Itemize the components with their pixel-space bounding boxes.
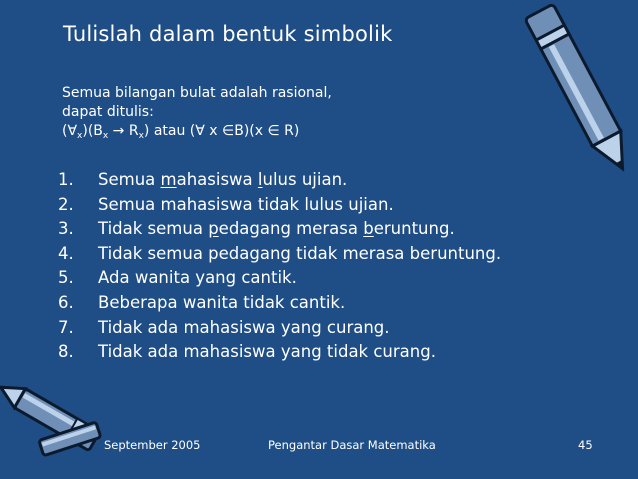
item-text: Tidak ada mahasiswa yang curang. — [98, 317, 390, 337]
formula-segment: ) atau (∀ x ∈B)(x ∈ R) — [143, 123, 300, 139]
list-item — [58, 242, 501, 267]
formula-segment: → R — [108, 123, 139, 139]
item-text-part: ahasiswa — [176, 170, 258, 189]
item-text — [98, 170, 347, 189]
forall-symbol: ∀ — [67, 123, 78, 139]
item-text-part: ulus ujian. — [262, 170, 348, 189]
item-text: Semua mahasiswa tidak lulus ujian. — [98, 194, 394, 214]
exercise-list — [58, 168, 501, 365]
subscript-x: x — [102, 131, 109, 141]
subscript-x: x — [77, 131, 83, 141]
item-number: 1. — [58, 170, 74, 189]
item-text-part: eruntung. — [373, 219, 455, 239]
item-text — [98, 219, 455, 238]
footer-date: September 2005 — [104, 438, 201, 452]
item-number: 3. — [58, 219, 74, 239]
list-item — [58, 266, 501, 291]
item-text-part: Semua — [98, 170, 161, 189]
list-item — [58, 168, 501, 193]
intro-line-2: dapat ditulis: — [62, 104, 154, 120]
list-item — [58, 316, 501, 341]
slide-number: 45 — [578, 438, 593, 452]
subscript-x: x — [138, 131, 144, 141]
item-text: Beberapa wanita tidak cantik. — [98, 292, 346, 312]
list-item — [58, 217, 501, 242]
formula-segment: )(B — [82, 123, 103, 139]
item-number: 8. — [58, 342, 74, 362]
underlined-letter: b — [363, 219, 374, 239]
intro-line-1: Semua bilangan bulat adalah rasional, — [62, 85, 332, 101]
item-number: 4. — [58, 243, 74, 263]
list-item — [58, 193, 501, 218]
item-text: Tidak ada mahasiswa yang tidak curang. — [98, 342, 436, 362]
item-text-part: Tidak semua — [98, 219, 209, 239]
slide-title: Tulislah dalam bentuk simbolik — [63, 22, 393, 46]
formula-open: ( — [62, 123, 68, 139]
formula — [62, 122, 332, 146]
pencil-icon-top-right — [528, 0, 638, 190]
item-text-part: edagang merasa — [218, 219, 364, 239]
intro-text — [62, 84, 332, 146]
list-item — [58, 340, 501, 365]
list-item — [58, 291, 501, 316]
pencil-icon-bottom-left — [0, 386, 110, 479]
underlined-letter: l — [257, 170, 263, 189]
item-number: 6. — [58, 292, 74, 312]
item-number: 2. — [58, 194, 74, 214]
underlined-letter: p — [208, 219, 219, 239]
underlined-letter: m — [160, 170, 177, 189]
item-number: 7. — [58, 317, 74, 337]
footer-course: Pengantar Dasar Matematika — [268, 438, 436, 452]
item-number: 5. — [58, 268, 74, 288]
item-text: Ada wanita yang cantik. — [98, 268, 297, 288]
item-text: Tidak semua pedagang tidak merasa beruntung. — [98, 243, 502, 263]
